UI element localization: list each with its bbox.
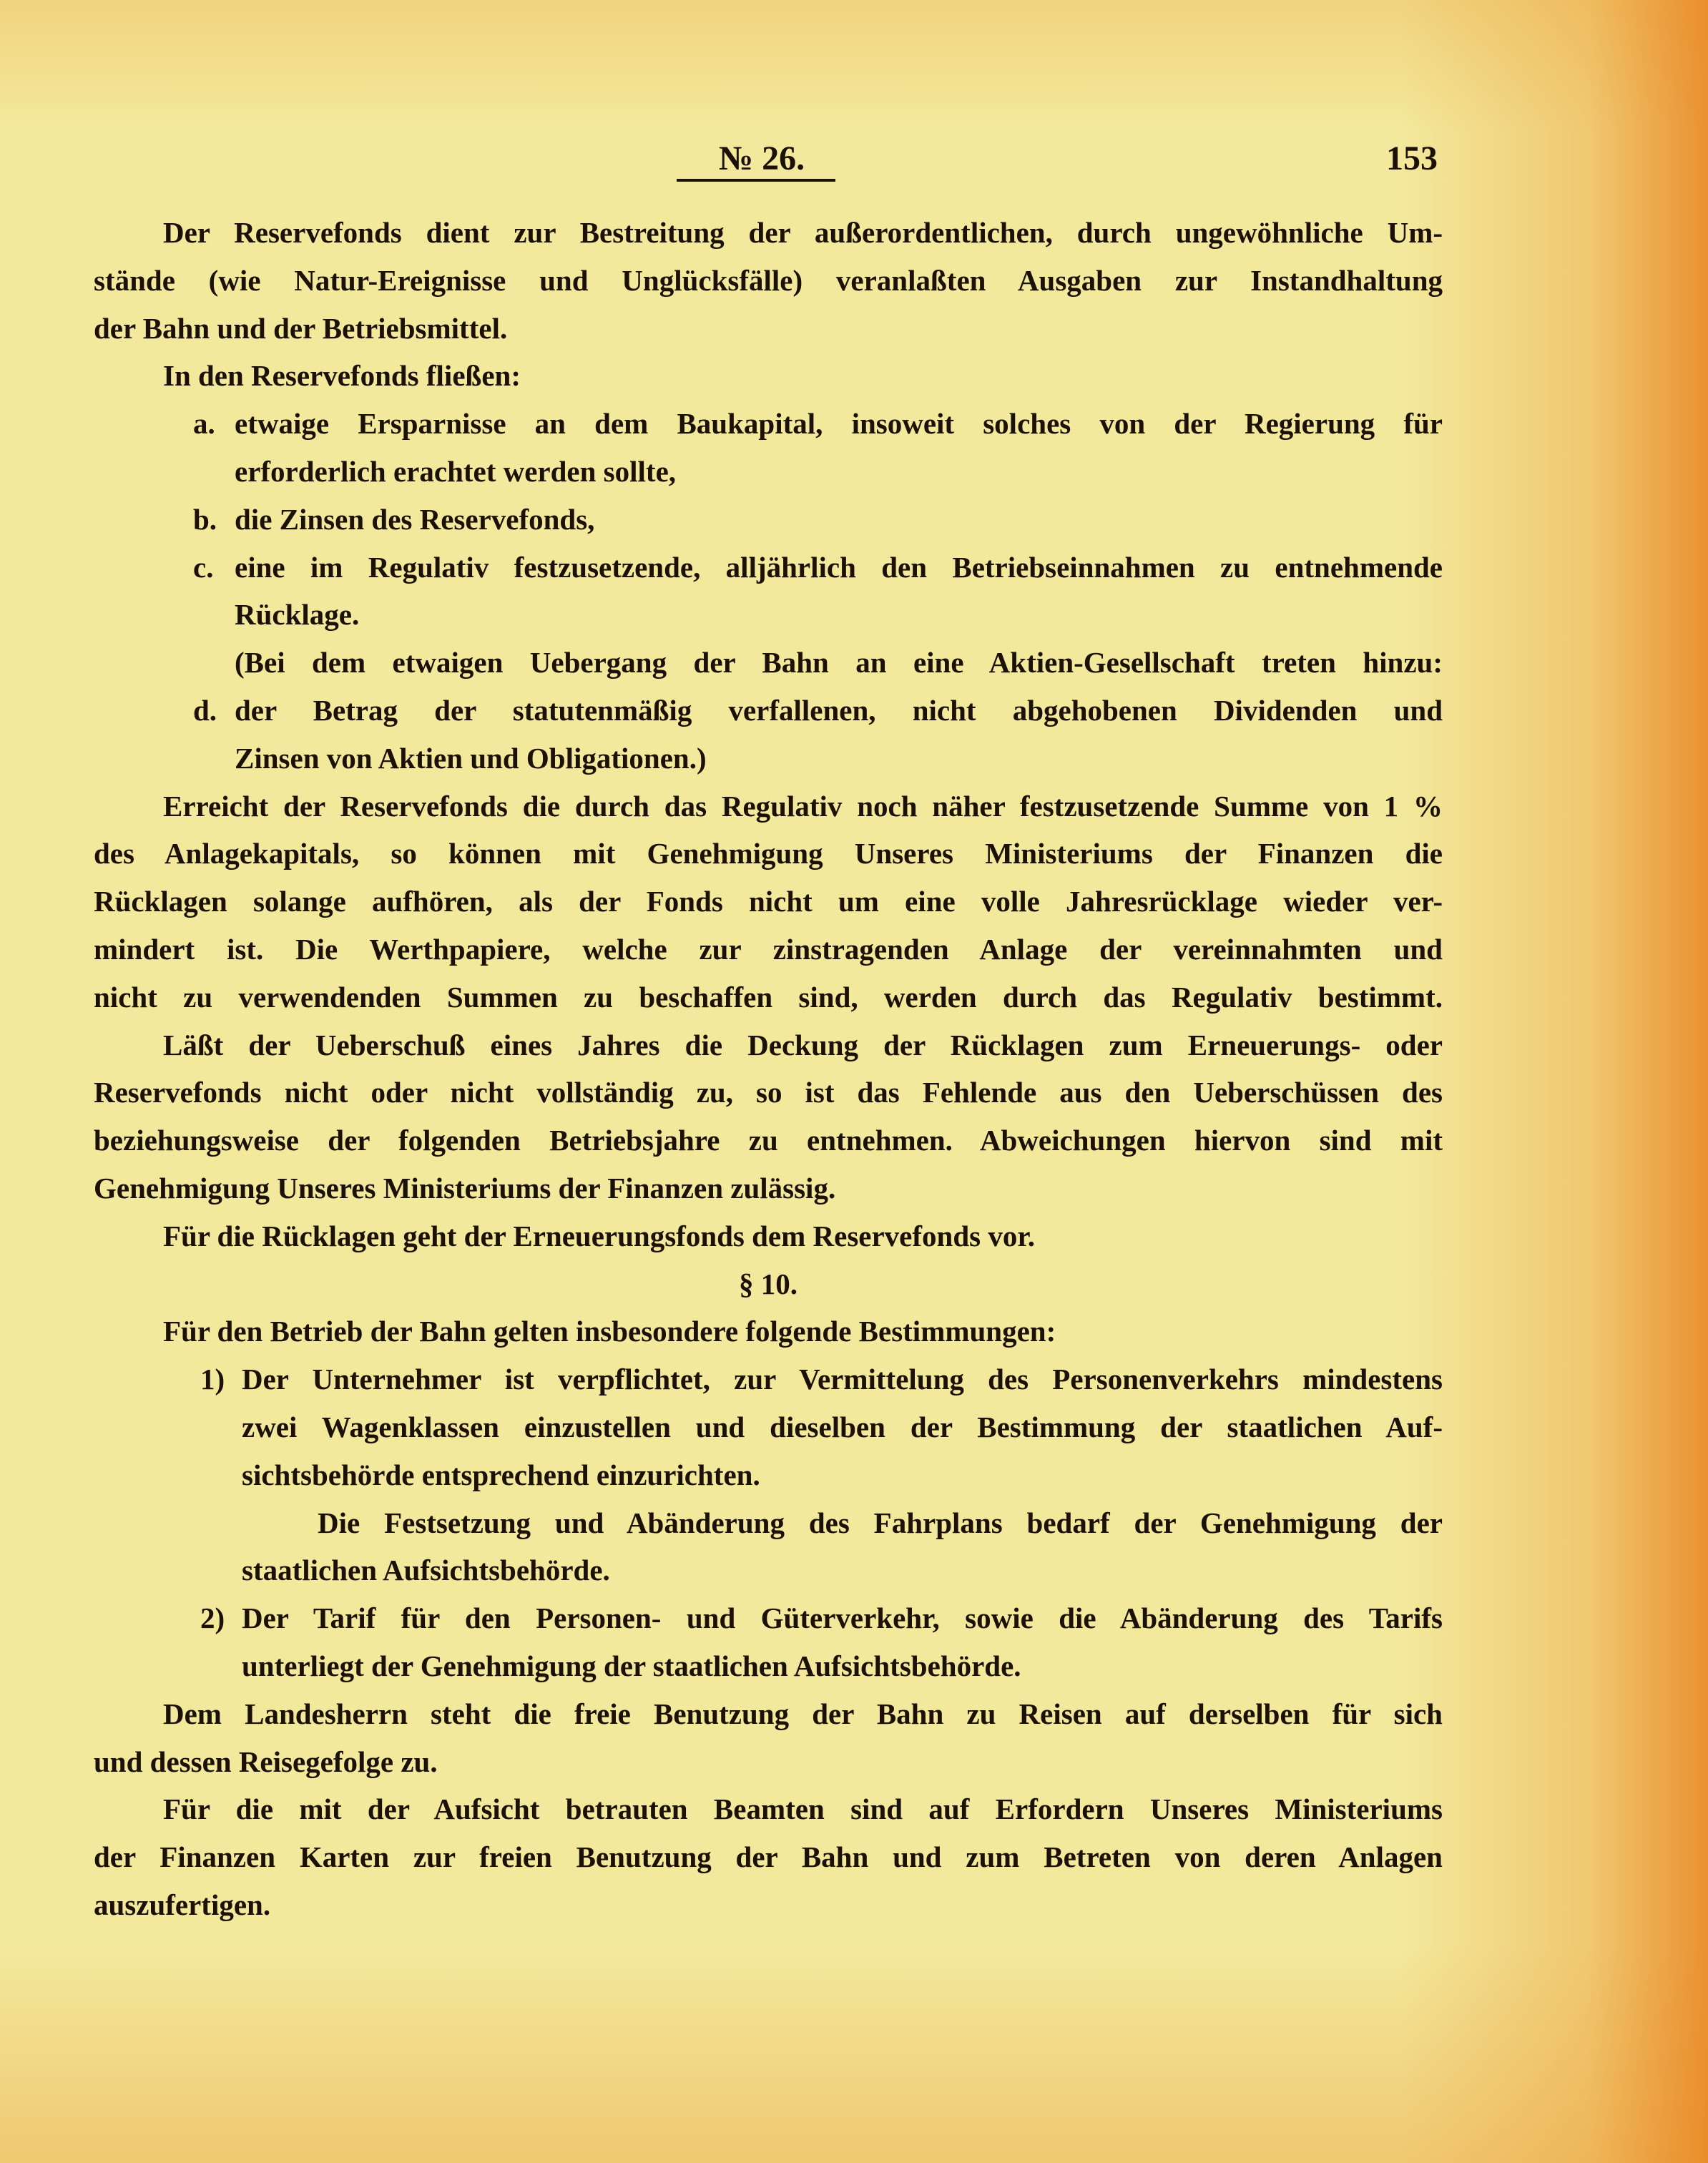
text-line: staatlichen Aufsichtsbehörde. [242, 1554, 610, 1586]
text-line: mindert ist. Die Werthpapiere, welche zur zinstragenden Anlage der vereinnahmten und [94, 933, 1443, 966]
text-line: des Anlagekapitals, so können mit Genehmigung Unseres Ministeriums der Finanzen die [94, 837, 1443, 870]
list-label: b. [193, 503, 217, 536]
text-line: beziehungsweise der folgenden Betriebsjahre zu entnehmen. Abweichungen hiervon sind mit [94, 1124, 1443, 1157]
text-line: und dessen Reisegefolge zu. [94, 1745, 438, 1778]
text-line: Für die mit der Aufsicht betrauten Beamten sind auf Erfordern Unseres Ministeriums [163, 1792, 1443, 1825]
text-line: eine im Regulativ festzusetzende, alljährlich den Betriebseinnahmen zu entnehmende [235, 551, 1443, 584]
text-line: Dem Landesherrn steht die freie Benutzung der Bahn zu Reisen auf derselben für sich [163, 1697, 1443, 1730]
text-line: unterliegt der Genehmigung der staatlichen Aufsichtsbehörde. [242, 1649, 1021, 1682]
text-line: Läßt der Ueberschuß eines Jahres die Deckung der Rücklagen zum Erneuerungs- oder [163, 1029, 1443, 1061]
text-line: der Betrag der statutenmäßig verfallenen, nicht abgehobenen Dividenden und [235, 694, 1443, 727]
text-line: Reservefonds nicht oder nicht vollständig zu, so ist das Fehlende aus den Ueberschüssen des [94, 1076, 1443, 1109]
list-label: c. [193, 551, 214, 584]
text-line: Zinsen von Aktien und Obligationen.) [235, 742, 707, 775]
text-line: der Finanzen Karten zur freien Benutzung der Bahn und zum Betreten von deren Anlagen [94, 1840, 1443, 1873]
text-line: etwaige Ersparnisse an dem Baukapital, insoweit solches von der Regierung für [235, 407, 1443, 440]
text-line: Für die Rücklagen geht der Erneuerungsfonds dem Reservefonds vor. [163, 1220, 1036, 1252]
text-line: Erreicht der Reservefonds die durch das Regulativ noch näher festzusetzende Summe von 1 % [163, 790, 1443, 823]
section-heading: § 10. [739, 1267, 797, 1300]
text-line: zwei Wagenklassen einzustellen und dieselben der Bestimmung der staatlichen Auf- [242, 1411, 1443, 1443]
list-label: d. [193, 694, 217, 727]
list-label: 1) [200, 1363, 225, 1396]
header-rule [677, 179, 835, 182]
text-line: Der Unternehmer ist verpflichtet, zur Vermittelung des Personenverkehrs mindestens [242, 1363, 1443, 1396]
text-line: In den Reservefonds fließen: [163, 359, 521, 392]
page-number: 153 [1386, 139, 1438, 177]
text-line: Der Tarif für den Personen- und Güterverkehr, sowie die Abänderung des Tarifs [242, 1602, 1443, 1634]
text-line: Die Festsetzung und Abänderung des Fahrplans bedarf der Genehmigung der [318, 1506, 1443, 1539]
text-line: nicht zu verwendenden Summen zu beschaffen sind, werden durch das Regulativ bestimmt. [94, 981, 1443, 1014]
text-line: die Zinsen des Reservefonds, [235, 503, 595, 536]
text-line: sichtsbehörde entsprechend einzurichten. [242, 1458, 760, 1491]
list-label: a. [193, 407, 215, 440]
text-line: Für den Betrieb der Bahn gelten insbesondere folgende Bestimmungen: [163, 1315, 1056, 1348]
text-line: stände (wie Natur-Ereignisse und Unglücksfälle) veranlaßten Ausgaben zur Instandhaltung [94, 264, 1443, 297]
text-line: auszufertigen. [94, 1888, 271, 1921]
text-line: Rücklagen solange aufhören, als der Fonds nicht um eine volle Jahresrücklage wieder ver- [94, 885, 1443, 918]
text-line: Genehmigung Unseres Ministeriums der Finanzen zulässig. [94, 1172, 836, 1205]
text-line: Der Reservefonds dient zur Bestreitung der außerordentlichen, durch ungewöhnliche Um- [163, 216, 1443, 249]
list-label: 2) [200, 1602, 225, 1634]
text-line: Rücklage. [235, 598, 360, 631]
text-line: (Bei dem etwaigen Uebergang der Bahn an eine Aktien-Gesellschaft treten hinzu: [235, 646, 1443, 679]
issue-number: № 26. [718, 139, 805, 177]
text-line: der Bahn und der Betriebsmittel. [94, 312, 508, 345]
text-line: erforderlich erachtet werden sollte, [235, 455, 677, 488]
